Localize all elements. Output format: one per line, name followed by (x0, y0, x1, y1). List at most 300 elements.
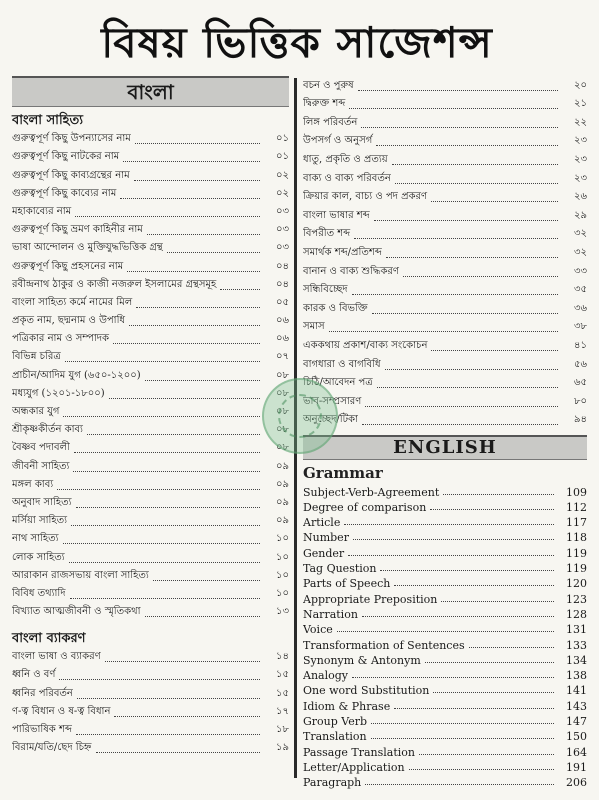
dot-leader (57, 489, 260, 490)
dot-leader (469, 647, 554, 648)
toc-entry-title: Paragraph (303, 776, 362, 790)
toc-entry (303, 243, 587, 262)
dot-leader (377, 387, 558, 388)
toc-entry-title: বাংলা ভাষার শব্দ (303, 209, 370, 221)
dot-leader (362, 424, 558, 425)
toc-entry-page: ০১ (276, 151, 289, 163)
toc-entry-page: 164 (566, 745, 587, 759)
toc-entry (12, 476, 289, 494)
toc-entry-page: ০৯ (276, 496, 289, 508)
dot-leader (352, 677, 554, 678)
toc-entry (12, 257, 289, 275)
toc-entry-page: ০৭ (275, 351, 289, 363)
toc-entry-page: ৬৫ (574, 377, 587, 389)
toc-entry-title: বিবিধ তথ্যাদি (12, 587, 66, 599)
toc-entry (303, 529, 587, 544)
toc-entry-title: Translation (303, 730, 367, 744)
toc-entry-page: ০৬ (275, 333, 289, 345)
toc-entry (12, 739, 289, 757)
toc-entry-title: ভাব-সম্প্রসারণ (303, 395, 362, 407)
toc-entry (12, 312, 289, 330)
toc-entry (12, 439, 289, 457)
toc-entry-title: গুরুত্বপূর্ণ কিছু নাটকের নাম (12, 151, 120, 163)
toc-entry (303, 575, 587, 590)
toc-entry-title: দ্বিরুক্ত শব্দ (303, 98, 346, 110)
toc-entry (303, 606, 587, 621)
toc-entry-page: ৩৬ (573, 302, 587, 314)
dot-leader (372, 313, 558, 314)
toc-entry-page: ১০ (276, 587, 289, 599)
toc-entry-page: 117 (566, 516, 587, 530)
dot-leader (431, 201, 558, 202)
toc-entry-page: ১০ (276, 533, 289, 545)
toc-entry-title: গুরুত্বপূর্ণ কিছু ভ্রমণ কাহিনীর নাম (12, 224, 143, 236)
dot-leader (431, 350, 558, 351)
toc-entry (303, 76, 587, 95)
toc-entry-title: নাথ সাহিত্য (12, 533, 59, 545)
toc-entry-title: গুরুত্বপূর্ণ কিছু প্রহসনের নাম (12, 260, 124, 272)
toc-entry (12, 530, 289, 548)
toc-entry-title: গুরুত্বপূর্ণ কিছু কাব্যগ্রন্থের নাম (12, 169, 130, 181)
toc-entry-title: Parts of Speech (303, 577, 391, 591)
toc-entry-page: 191 (566, 760, 587, 774)
toc-entry (303, 544, 587, 559)
toc-entry-page: 112 (566, 500, 587, 514)
toc-entry-title: Synonym & Antonym (303, 653, 421, 667)
toc-entry (303, 759, 587, 774)
toc-entry-page: ০৮ (276, 369, 289, 381)
toc-entry (12, 348, 289, 366)
toc-entry-title: মঙ্গল কাব্য (12, 478, 54, 490)
toc-entry (12, 721, 289, 739)
dot-leader (87, 434, 260, 435)
toc-entry-title: Number (303, 531, 349, 545)
toc-entry (303, 713, 587, 728)
bangla-grammar-heading: বাংলা ব্যাকরণ (12, 631, 86, 647)
dot-leader (71, 525, 260, 526)
toc-entry-page: ০৮ (276, 387, 289, 399)
toc-entry-title: পত্রিকার নাম ও সম্পাদক (12, 333, 110, 345)
toc-entry (12, 366, 289, 384)
dot-leader (394, 708, 554, 709)
toc-entry (303, 682, 587, 697)
toc-entry-title: Appropriate Preposition (303, 592, 438, 606)
toc-entry (303, 743, 587, 758)
dot-leader (365, 784, 554, 785)
right-column (303, 76, 587, 789)
toc-entry-page: ১০ (276, 551, 289, 563)
english-grammar-heading: Grammar (303, 464, 383, 483)
toc-entry (12, 166, 289, 184)
toc-entry-title: প্রাচীন/আদিম যুগ (৬৫০-১২০০) (12, 369, 141, 381)
bangla-grammar-list (12, 648, 289, 757)
toc-entry-title: ণ-ত্ব বিধান ও ষ-ত্ব বিধান (12, 705, 111, 717)
toc-entry-title: অনুবাদ সাহিত্য (12, 496, 72, 508)
toc-entry (303, 499, 587, 514)
dot-leader (220, 289, 260, 290)
toc-entry-page: ০৩ (275, 224, 289, 236)
toc-entry (303, 150, 587, 169)
dot-leader (358, 90, 558, 91)
toc-entry-page: ০৯ (276, 478, 289, 490)
toc-entry-page: ২৩ (573, 172, 587, 184)
toc-entry (303, 206, 587, 225)
dot-leader (386, 257, 558, 258)
dot-leader (76, 507, 260, 508)
dot-leader (348, 555, 554, 556)
toc-entry (303, 514, 587, 529)
dot-leader (403, 276, 558, 277)
toc-entry-title: Idiom & Phrase (303, 699, 391, 713)
toc-entry (303, 621, 587, 636)
toc-entry-title: Voice (303, 623, 333, 637)
toc-entry-title: Degree of comparison (303, 500, 427, 514)
dot-leader (337, 631, 554, 632)
toc-entry-page: ৪১ (574, 339, 587, 351)
toc-entry-page: ০২ (275, 187, 289, 199)
dot-leader (392, 164, 558, 165)
toc-entry-title: অন্ধকার যুগ (12, 406, 60, 417)
toc-entry-title: লিঙ্গ পরিবর্তন (303, 116, 358, 128)
toc-entry-page: 119 (566, 562, 587, 576)
toc-entry (12, 648, 289, 666)
toc-entry-page: ২৩ (573, 153, 587, 165)
dot-leader (145, 380, 260, 381)
dot-leader (69, 562, 260, 563)
watermark-stamp-ring (278, 394, 322, 438)
toc-entry-page: 143 (566, 699, 587, 713)
toc-entry-title: বানান ও বাক্য শুদ্ধিকরণ (303, 265, 399, 277)
dot-leader (395, 183, 558, 184)
toc-entry (12, 548, 289, 566)
toc-entry-title: ভাষা আন্দোলন ও মুক্তিযুদ্ধভিত্তিক গ্রন্থ (12, 242, 163, 254)
toc-entry (12, 185, 289, 203)
toc-entry (12, 421, 289, 439)
dot-leader (147, 234, 260, 235)
toc-entry-title: পারিভাষিক শব্দ (12, 724, 72, 735)
english-grammar-list (303, 483, 587, 789)
dot-leader (70, 598, 260, 599)
toc-entry-title: Narration (303, 607, 358, 621)
toc-entry-page: 147 (566, 715, 587, 729)
dot-leader (380, 570, 554, 571)
toc-entry-title: রবীন্দ্রনাথ ঠাকুর ও কাজী নজরুল ইসলামের গ্রন্থসমূহ (12, 278, 217, 290)
toc-entry-page: ৮০ (574, 395, 587, 407)
english-banner: ENGLISH (303, 435, 587, 460)
toc-entry-title: One word Substitution (303, 684, 430, 698)
dot-leader (374, 220, 558, 221)
toc-entry (12, 239, 289, 257)
toc-entry (303, 590, 587, 605)
dot-leader (63, 416, 260, 417)
toc-entry (12, 403, 289, 421)
dot-leader (73, 471, 260, 472)
toc-entry-title: বাক্য ও বাক্য পরিবর্তন (303, 172, 391, 184)
dot-leader (96, 752, 261, 753)
dot-leader (419, 754, 554, 755)
dot-leader (385, 369, 558, 370)
dot-leader (74, 452, 260, 453)
toc-entry-page: ১৭ (276, 705, 289, 717)
toc-entry-title: কারক ও বিভক্তি (303, 302, 368, 314)
toc-entry-page: ০৪ (276, 260, 289, 272)
dot-leader (145, 616, 261, 617)
bangla-banner: বাংলা (12, 76, 289, 107)
toc-entry (303, 188, 587, 207)
dot-leader (430, 509, 554, 510)
toc-entry (12, 276, 289, 294)
toc-entry-page: ০৯ (276, 460, 289, 472)
toc-entry-page: 138 (566, 669, 587, 683)
toc-entry-page: 109 (566, 485, 587, 499)
toc-entry-page: 131 (566, 623, 587, 637)
toc-entry-page: ২৯ (574, 209, 587, 221)
toc-entry-page: ১০ (276, 569, 289, 581)
toc-entry (303, 483, 587, 498)
toc-entry-title: লোক সাহিত্য (12, 551, 65, 563)
dot-leader (76, 734, 260, 735)
toc-entry-title: ধ্বনির পরিবর্তন (12, 687, 73, 699)
dot-leader (394, 585, 554, 586)
toc-entry-page: ২১ (574, 98, 587, 110)
toc-entry-page: ৩৩ (573, 265, 587, 277)
toc-entry (303, 132, 587, 151)
toc-entry-title: সমাস (303, 321, 325, 333)
toc-entry-title: গুরুত্বপূর্ণ কিছু কাব্যের নাম (12, 187, 117, 199)
dot-leader (344, 524, 554, 525)
page-title: বিষয় ভিত্তিক সাজেশন্স (101, 18, 493, 67)
dot-leader (129, 325, 260, 326)
toc-entry (12, 666, 289, 684)
dot-leader (167, 252, 260, 253)
toc-entry-title: Group Verb (303, 715, 368, 729)
toc-entry-page: ০৪ (276, 278, 289, 290)
toc-entry-page: 118 (566, 531, 587, 545)
toc-entry-title: বিরাম/যতি/ছেদ চিহ্ন (12, 742, 92, 754)
toc-entry-page: ৩২ (573, 246, 587, 258)
dot-leader (109, 398, 260, 399)
toc-entry (12, 330, 289, 348)
toc-entry-title: শ্রীকৃষ্ণকীর্তন কাব্য (12, 424, 83, 436)
bangla-literature-list (12, 130, 289, 621)
toc-entry-page: ০৮ (276, 406, 289, 417)
toc-entry-page: ০৩ (275, 205, 289, 217)
toc-entry-title: বাগধারা ও বাগবিধি (303, 358, 381, 370)
dot-leader (443, 494, 554, 495)
toc-entry (303, 652, 587, 667)
toc-entry (303, 728, 587, 743)
toc-entry-page: ৩৫ (574, 284, 587, 296)
toc-entry-page: ০১ (276, 133, 289, 145)
dot-leader (433, 692, 554, 693)
toc-entry-title: ক্রিয়ার কাল, বাচ্য ও পদ প্রকরণ (303, 191, 428, 203)
toc-entry-page: 128 (566, 607, 587, 621)
toc-entry (303, 113, 587, 132)
toc-entry (303, 281, 587, 300)
bangla-literature-heading: বাংলা সাহিত্য (12, 113, 84, 128)
toc-entry-title: বৈষ্ণব পদাবলী (12, 442, 70, 454)
toc-entry (303, 667, 587, 682)
toc-entry (12, 457, 289, 475)
toc-entry-title: বিভিন্ন চরিত্র (12, 351, 61, 363)
toc-entry (303, 636, 587, 651)
toc-entry (12, 494, 289, 512)
toc-entry-page: 206 (566, 776, 587, 790)
toc-entry (12, 585, 289, 603)
toc-entry-title: বিপরীত শব্দ (303, 228, 351, 240)
toc-entry (303, 95, 587, 114)
toc-entry-title: মধ্যযুগ (১২০১-১৮০০) (12, 387, 105, 399)
dot-leader (361, 127, 558, 128)
toc-entry-page: 134 (566, 653, 587, 667)
toc-entry (12, 130, 289, 148)
toc-entry-page: ২২ (573, 116, 587, 128)
toc-entry-page: ০৩ (275, 242, 289, 254)
dot-leader (153, 580, 260, 581)
toc-entry (303, 169, 587, 188)
dot-leader (329, 331, 558, 332)
toc-entry-page: ১৪ (276, 651, 289, 663)
dot-leader (123, 161, 260, 162)
toc-entry-title: ধাতু, প্রকৃতি ও প্রত্যয় (303, 153, 388, 165)
toc-entry (303, 560, 587, 575)
toc-entry-page: ১৩ (276, 606, 289, 618)
toc-entry-page: ৩২ (573, 228, 587, 240)
toc-entry-title: বাংলা ভাষা ও ব্যাকরণ (12, 651, 101, 663)
dot-leader (362, 616, 554, 617)
toc-entry-page: ২৬ (573, 191, 587, 203)
toc-entry (303, 299, 587, 318)
toc-entry (303, 411, 587, 430)
toc-entry-page: 123 (566, 592, 587, 606)
toc-entry-title: বচন ও পুরুষ (303, 79, 354, 91)
toc-entry-title: ধ্বনি ও বর্ণ (12, 669, 56, 681)
toc-entry-title: Tag Question (303, 562, 377, 576)
toc-entry-title: Passage Translation (303, 745, 415, 759)
toc-entry-title: চিঠি/আবেদন পত্র (303, 377, 373, 389)
toc-entry-page: 141 (566, 684, 587, 698)
dot-leader (371, 723, 554, 724)
toc-entry-page: ০৬ (275, 315, 289, 327)
dot-leader (77, 698, 260, 699)
dot-leader (134, 180, 260, 181)
toc-entry (303, 336, 587, 355)
bangla-grammar-continued-list (303, 76, 587, 429)
toc-entry-page: ০৮ (276, 424, 289, 436)
toc-entry-page: ৩৮ (574, 321, 587, 333)
watermark-stamp (262, 378, 338, 454)
dot-leader (59, 679, 260, 680)
dot-leader (376, 145, 558, 146)
dot-leader (135, 143, 260, 144)
toc-entry-page: ১৯ (276, 742, 289, 754)
left-column (12, 76, 289, 757)
dot-leader (371, 738, 554, 739)
dot-leader (65, 361, 260, 362)
dot-leader (365, 406, 558, 407)
dot-leader (75, 216, 260, 217)
toc-entry-page: 119 (566, 546, 587, 560)
toc-entry (12, 512, 289, 530)
toc-entry (12, 703, 289, 721)
dot-leader (136, 307, 260, 308)
dot-leader (113, 343, 260, 344)
toc-entry-page: 150 (566, 730, 587, 744)
toc-entry-title: মর্সিয়া সাহিত্য (12, 515, 68, 527)
toc-entry-title: আরাকান রাজসভায় বাংলা সাহিত্য (12, 569, 149, 581)
toc-entry-title: এককথায় প্রকাশ/বাক্য সংকোচন (303, 339, 428, 351)
dot-leader (63, 543, 260, 544)
dot-leader (349, 108, 558, 109)
toc-entry-title: প্রকৃত নাম, ছদ্মনাম ও উপাধি (12, 315, 126, 327)
toc-entry-page: ২০ (573, 79, 587, 91)
dot-leader (105, 661, 260, 662)
toc-entry (303, 374, 587, 393)
toc-entry-title: সন্ধিবিচ্ছেদ (303, 284, 348, 296)
toc-entry (303, 774, 587, 789)
dot-leader (120, 198, 260, 199)
toc-entry-page: ০৫ (276, 296, 289, 308)
toc-entry (12, 148, 289, 166)
toc-entry-page: ০৯ (276, 515, 289, 527)
toc-entry (12, 385, 289, 403)
toc-entry-title: মহাকাব্যের নাম (12, 205, 72, 217)
toc-entry-page: ০৮ (276, 442, 289, 454)
dot-leader (409, 769, 554, 770)
toc-entry (303, 318, 587, 337)
toc-entry-title: গুরুত্বপূর্ণ কিছু উপন্যাসের নাম (12, 133, 131, 145)
toc-entry-page: ৫৬ (574, 358, 587, 370)
dot-leader (352, 294, 558, 295)
dot-leader (127, 271, 260, 272)
toc-entry (12, 203, 289, 221)
toc-entry-title: Gender (303, 546, 345, 560)
toc-entry-title: সমার্থক শব্দ/প্রতিশব্দ (303, 246, 382, 258)
dot-leader (353, 539, 554, 540)
toc-entry (303, 262, 587, 281)
toc-entry (12, 567, 289, 585)
toc-entry-title: Letter/Application (303, 760, 405, 774)
toc-entry-page: 133 (566, 638, 587, 652)
dot-leader (354, 238, 558, 239)
toc-entry-title: Article (303, 516, 341, 530)
toc-entry-page: ১৫ (276, 669, 289, 681)
toc-entry-page: ২৩ (573, 135, 587, 147)
toc-entry-page: ১৫ (276, 687, 289, 699)
dot-leader (425, 662, 554, 663)
toc-entry (303, 392, 587, 411)
toc-entry (12, 294, 289, 312)
toc-entry (12, 221, 289, 239)
dot-leader (114, 716, 260, 717)
toc-entry-title: বাংলা সাহিত্য কর্মে নামের মিল (12, 296, 133, 308)
toc-entry-page: ৯৪ (574, 414, 587, 426)
toc-entry-title: উপসর্গ ও অনুসর্গ (303, 135, 373, 147)
toc-entry (303, 697, 587, 712)
toc-entry-title: অনুচ্ছেদ/টিকা (303, 414, 358, 426)
toc-entry-page: ১৮ (276, 724, 289, 735)
toc-entry (303, 225, 587, 244)
toc-entry (303, 355, 587, 374)
toc-entry-title: Transformation of Sentences (303, 638, 465, 652)
toc-entry-title: Subject-Verb-Agreement (303, 485, 440, 499)
toc-entry (12, 603, 289, 621)
toc-entry-page: 120 (566, 577, 587, 591)
toc-entry-page: ০২ (275, 169, 289, 181)
toc-entry-title: বিখ্যাত আত্মজীবনী ও স্মৃতিকথা (12, 606, 141, 618)
dot-leader (441, 601, 554, 602)
toc-entry (12, 684, 289, 702)
